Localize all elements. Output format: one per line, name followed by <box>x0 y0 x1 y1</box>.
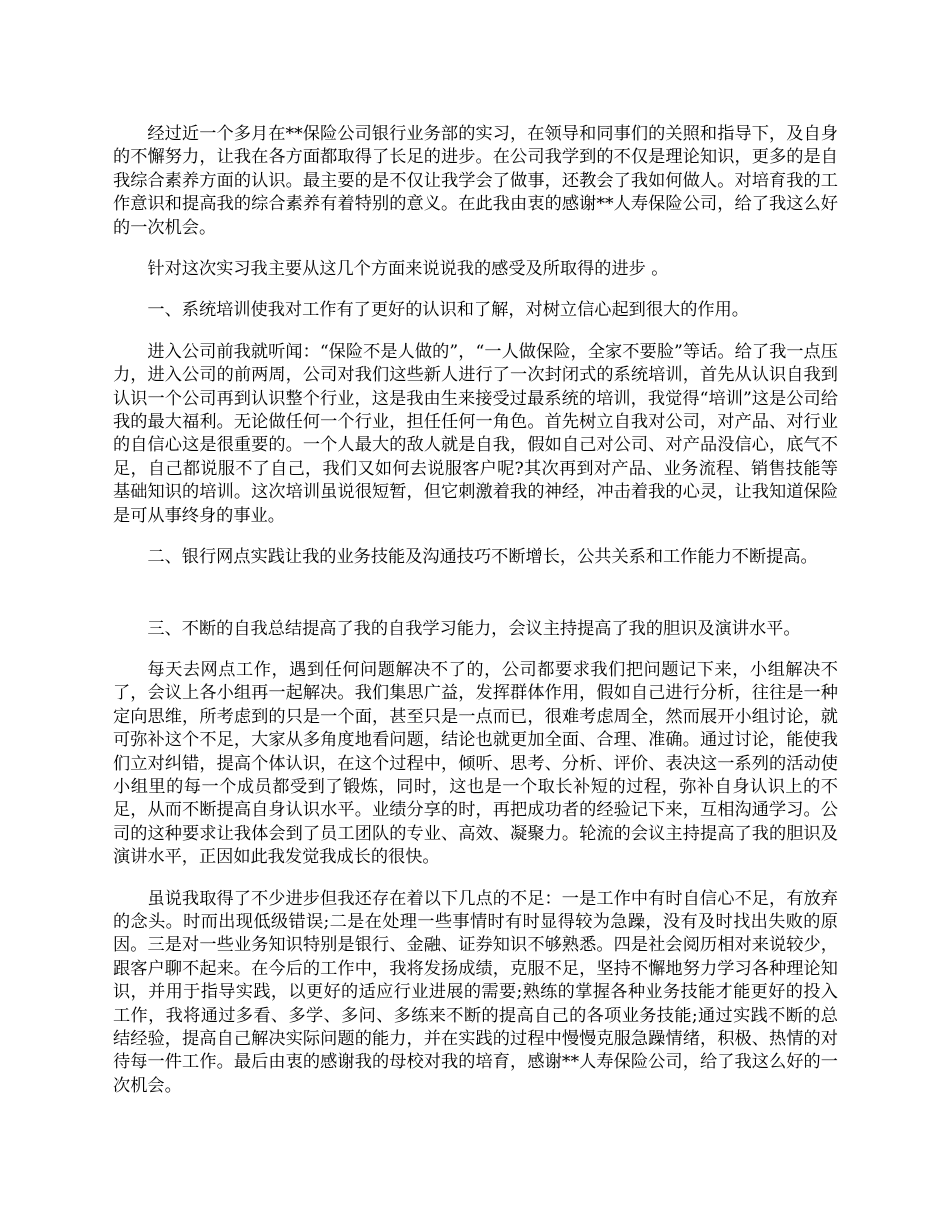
section-heading-3: 三、不断的自我总结提高了我的自我学习能力，会议主持提高了我的胆识及演讲水平。 <box>147 618 801 639</box>
paragraph-shortcomings: 虽说我取得了不少进步但我还存在着以下几点的不足：一是工作中有时自信心不足，有放弃的念头。时而出现低级错误;二是在处理一些事情时有时显得较为急躁，没有及时找出失败的原因。三是对一些业务知识特别是银行、金融、证券知识不够熟悉。四是社会阅历相对来说较少，跟客户聊不起来。在今后的工作中，我将发扬成绩，克服不足，坚持不懈地努力学习各种理论知识，并用于指导实践，以更好的适应行业进展的需要;熟练的掌握各种业务技能才能更好的投入工作，我将通过多看、多学、多问、多练来不断的提高自己的各项业务技能;通过实践不断的总结经验，提高自己解决实际问题的能力，并在实践的过程中慢慢克服急躁情绪，积极、热情的对待每一件工作。最后由衷的感谢我的母校对我的培育，感谢**人寿保险公司，给了我这么好的一次机会。 <box>113 888 838 1096</box>
document-body <box>113 123 838 1098</box>
section-heading-1: 一、系统培训使我对工作有了更好的认识和了解，对树立信心起到很大的作用。 <box>147 300 749 321</box>
paragraph-training: 进入公司前我就听闻：“保险不是人做的”，“一人做保险，全家不要脸”等话。给了我一点压力，进入公司的前两周，公司对我们这些新人进行了一次封闭式的系统培训，首先从认识自我到认识一个公司再到认识整个行业，这是我由生来接受过最系统的培训，我觉得“培训”这是公司给我的最大福利。无论做任何一个行业，担任任何一角色。首先树立自我对公司，对产品、对行业的自信心这是很重要的。一个人最大的敌人就是自我，假如自己对公司、对产品没信心，底气不足，自己都说服不了自己，我们又如何去说服客户呢?其次再到对产品、业务流程、销售技能等基础知识的培训。这次培训虽说很短暂，但它刺激着我的神经，冲击着我的心灵，让我知道保险是可从事终身的事业。 <box>113 341 838 526</box>
paragraph-overview: 针对这次实习我主要从这几个方面来说说我的感受及所取得的进步 。 <box>147 259 669 280</box>
paragraph-intro: 经过近一个多月在**保险公司银行业务部的实习，在领导和同事们的关照和指导下，及自身的不懈努力，让我在各方面都取得了长足的进步。在公司我学到的不仅是理论知识，更多的是自我综合素养方面的认识。最主要的是不仅让我学会了做事，还教会了我如何做人。对培育我的工作意识和提高我的综合素养有着特别的意义。在此我由衷的感谢**人寿保险公司，给了我这么好的一次机会。 <box>113 124 838 238</box>
paragraph-self-summary: 每天去网点工作，遇到任何问题解决不了的，公司都要求我们把问题记下来，小组解决不了，会议上各小组再一起解决。我们集思广益，发挥群体作用，假如自己进行分析，往往是一种定向思维，所考虑到的只是一个面，甚至只是一点而已，很难考虑周全，然而展开小组讨论，就可弥补这个不足，大家从多角度地看问题，结论也就更加全面、合理、准确。通过讨论，能使我们立对纠错，提高个体认识，在这个过程中，倾听、思考、分析、评价、表决这一系列的活动使小组里的每一个成员都受到了锻炼，同时，这也是一个取长补短的过程，弥补自身认识上的不足，从而不断提高自身认识水平。业绩分享的时，再把成功者的经验记下来，互相沟通学习。公司的这种要求让我体会到了员工团队的专业、高效、凝聚力。轮流的会议主持提高了我的胆识及演讲水平，正因如此我发觉我成长的很快。 <box>113 659 838 868</box>
section-heading-2: 二、银行网点实践让我的业务技能及沟通技巧不断增长，公共关系和工作能力不断提高。 <box>147 547 818 568</box>
